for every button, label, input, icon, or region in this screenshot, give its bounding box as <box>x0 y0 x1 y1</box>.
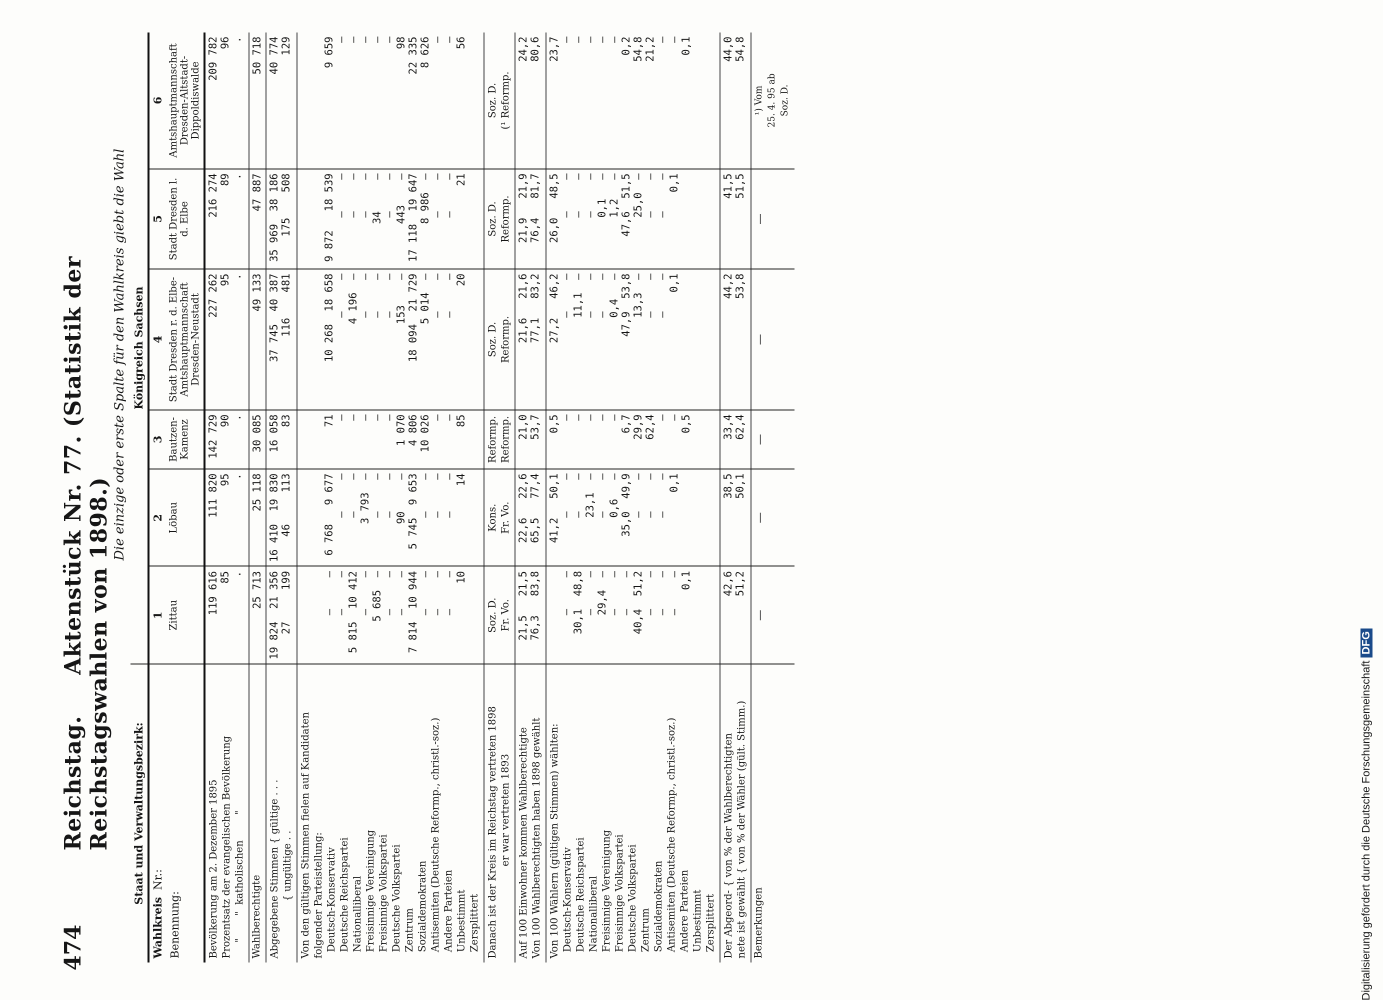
row-label-bemerkungen: Bemerkungen <box>751 664 795 963</box>
cell-vertreten: Soz. D. (¹ Reformp. <box>484 32 515 168</box>
cell-abgeordnete: 42,6 51,2 <box>720 566 751 664</box>
page-header <box>60 30 112 970</box>
cell-parties: — — — — 5 815 10 412 — — 5 685 — — — — — 7 814 10 944 — — — — — — 10 <box>297 566 484 664</box>
row-label-wahlberechtigte: Wahlberechtigte <box>249 664 266 963</box>
cell-votes: 35 969 38 186 175 508 <box>266 168 297 268</box>
cell-abgeordnete: 44,0 54,8 <box>720 32 751 168</box>
cell-bemerkungen: ¹) Vom 25. 4. 95 ab Soz. D. <box>751 32 795 168</box>
column-name: Zittau <box>166 566 204 664</box>
row-label-auf-100: Auf 100 Einwohner kommen Wahlberechtigte Von 100 Wahlberechtigten haben 1898 gewählt <box>515 664 546 963</box>
dfg-badge: DFG <box>1360 628 1372 657</box>
cell-bemerkungen: — <box>751 269 795 410</box>
column-nr: 5 <box>148 168 166 268</box>
column-name: Stadt Dresden l. d. Elbe <box>166 168 204 268</box>
cell-auf-100: 24,2 80,6 <box>515 32 546 168</box>
header-title: Aktenstück Nr. 77. (Statistik der Reichstagswahlen von 1898.) <box>60 255 112 850</box>
cell-parties: 9 659 — — — — — 98 22 335 8 626 — — 56 <box>297 32 484 168</box>
column-name: Löbau <box>166 468 204 566</box>
cell-auf-100: 22,6 22,6 65,5 77,4 <box>515 468 546 566</box>
page-number: 474 <box>60 924 86 970</box>
cell-bemerkungen: — <box>751 409 795 468</box>
cell-bemerkungen: — <box>751 168 795 268</box>
cell-wahlberechtigte: 47 887 <box>249 168 266 268</box>
cell-population: 209 782 96 . <box>204 32 249 168</box>
cell-percent: 41,2 50,1 — — — — 23,1 — — — 0,6 — 35,0 49,9 — — — — — — 0,1 <box>546 468 720 566</box>
cell-votes: 37 745 40 387 116 481 <box>266 269 297 410</box>
cell-percent: 23,7 — — — — — 0,2 54,8 21,2 — — 0,1 <box>546 32 720 168</box>
cell-percent: 27,2 46,2 — — 11,1 — — — — — 0,4 — 47,9 53,8 13,3 — — — — — 0,1 <box>546 269 720 410</box>
cell-wahlberechtigte: 49 133 <box>249 269 266 410</box>
cell-vertreten: Soz. D. Reformp. <box>484 269 515 410</box>
statistics-table <box>130 32 794 962</box>
cell-population: 227 262 95 . <box>204 269 249 410</box>
cell-abgeordnete: 41,5 51,5 <box>720 168 751 268</box>
cell-percent: 26,0 48,5 — — — — — — 0,1 — 1,2 — 47,6 51,5 25,0 — — — — — 0,1 <box>546 168 720 268</box>
funding-text: Digitalisierung gefördert durch die Deutsche Forschungsgemeinschaft <box>1360 660 1372 1000</box>
cell-votes: 19 824 21 356 27 199 <box>266 566 297 664</box>
row-label-vertreten: Danach ist der Kreis im Reichstag vertreten 1898 er war vertreten 1893 <box>484 664 515 963</box>
cell-bemerkungen: — <box>751 566 795 664</box>
cell-population: 111 820 95 . <box>204 468 249 566</box>
cell-parties: 6 768 9 677 — — — — 3 793 — — — — — 90 — 5 745 9 653 — — — — — — 14 <box>297 468 484 566</box>
header-left: Reichstag. <box>60 715 86 850</box>
cell-abgeordnete: 38,5 50,1 <box>720 468 751 566</box>
cell-parties: 10 268 18 658 — — 4 196 — — — — — — — 153 — 18 094 21 729 5 014 — — — — — 20 <box>297 269 484 410</box>
column-nr: 3 <box>148 409 166 468</box>
cell-wahlberechtigte: 25 713 <box>249 566 266 664</box>
cell-vertreten: Soz. D. Fr. Vo. <box>484 566 515 664</box>
cell-parties: 71 — — — — — 1 070 4 806 10 026 — — 85 <box>297 409 484 468</box>
row-label-population: Bevölkerung am 2. Dezember 1895 Prozentsatz der evangelischen Bevölkerung " " katholischen " <box>204 664 249 963</box>
cell-votes: 16 410 19 830 46 113 <box>266 468 297 566</box>
row-label-parties: Von den gültigen Stimmen fielen auf Kandidaten folgender Parteistellung: Deutsch-Konservativ Deutsche Reichspartei Nationalliberal Freisinnige Vereinigung Freisinnige Volkspartei Deutsche Volkspartei Zentrum Sozialdemokraten Antisemiten (Deutsche Reformp., christl.-soz.) Andere Parteien Unbestimmt Zersplittert <box>297 664 484 963</box>
cell-population: 119 616 85 . <box>204 566 249 664</box>
cell-bemerkungen: — <box>751 468 795 566</box>
page-title <box>60 30 112 850</box>
row-label-percent: Von 100 Wählern (gültigen Stimmen) wählten: Deutsch-Konservativ Deutsche Reichspartei Nationalliberal Freisinnige Vereinigung Freisinnige Volkspartei Deutsche Volkspartei Zentrum Sozialdemokraten Antisemiten (Deutsche Reformp., christl.-soz.) Andere Parteien Unbestimmt Zersplittert <box>546 664 720 963</box>
cell-vertreten: Reformp. Reformp. <box>484 409 515 468</box>
nr-label: Nr.: <box>151 868 164 890</box>
cell-percent: — — 30,1 48,8 — — 29,4 — — — — — 40,4 51,2 — — — — — — 0,1 <box>546 566 720 664</box>
cell-wahlberechtigte: 50 718 <box>249 32 266 168</box>
cell-auf-100: 21,9 21,9 76,4 81,7 <box>515 168 546 268</box>
column-nr: 2 <box>148 468 166 566</box>
cell-abgeordnete: 33,4 62,4 <box>720 409 751 468</box>
cell-auf-100: 21,0 53,7 <box>515 409 546 468</box>
cell-auf-100: 21,5 21,5 76,3 83,8 <box>515 566 546 664</box>
cell-vertreten: Kons. Fr. Vo. <box>484 468 515 566</box>
wahlkreis-label-cell <box>148 664 166 963</box>
cell-population: 142 729 90 . <box>204 409 249 468</box>
column-name: Bautzen-Kamenz <box>166 409 204 468</box>
column-nr: 6 <box>148 32 166 168</box>
row-label-abgeordnete: Der Abgeord- { von % der Wahlberechtigten nete ist gewählt { von % der Wähler (gült. Stimm.) <box>720 664 751 963</box>
column-nr: 1 <box>148 566 166 664</box>
cell-auf-100: 21,6 21,6 77,1 83,2 <box>515 269 546 410</box>
region-header: Königreich Sachsen <box>130 32 148 664</box>
subheader: Die einzige oder erste Spalte für den Wahlkreis giebt die Wahl <box>112 148 127 560</box>
funding-note <box>1360 628 1372 1000</box>
cell-wahlberechtigte: 30 085 <box>249 409 266 468</box>
wahlkreis-label: Wahlkreis <box>151 896 164 958</box>
cell-parties: 9 872 18 539 — — — — — — 34 — — — 443 — 17 118 19 647 8 986 — — — — — 21 <box>297 168 484 268</box>
column-name: Amtshauptmannschaft Dresden-Altstadt-Dippoldiswalde <box>166 32 204 168</box>
cell-votes: 40 774 129 <box>266 32 297 168</box>
row-label-votes: Abgegebene Stimmen { gültige . . . { ungültige . . <box>266 664 297 963</box>
cell-vertreten: Soz. D. Reformp. <box>484 168 515 268</box>
cell-percent: 0,5 — — — — — 6,7 29,9 62,4 — — 0,5 <box>546 409 720 468</box>
cell-population: 216 274 89 . <box>204 168 249 268</box>
state-header: Staat und Verwaltungsbezirk: <box>130 664 148 963</box>
cell-abgeordnete: 44,2 53,8 <box>720 269 751 410</box>
column-nr: 4 <box>148 269 166 410</box>
column-name: Stadt Dresden r. d. Elbe-Amtshauptmannschaft Dresden-Neustadt <box>166 269 204 410</box>
cell-wahlberechtigte: 25 118 <box>249 468 266 566</box>
cell-votes: 16 058 83 <box>266 409 297 468</box>
benennung-label: Benennung: <box>166 664 204 963</box>
